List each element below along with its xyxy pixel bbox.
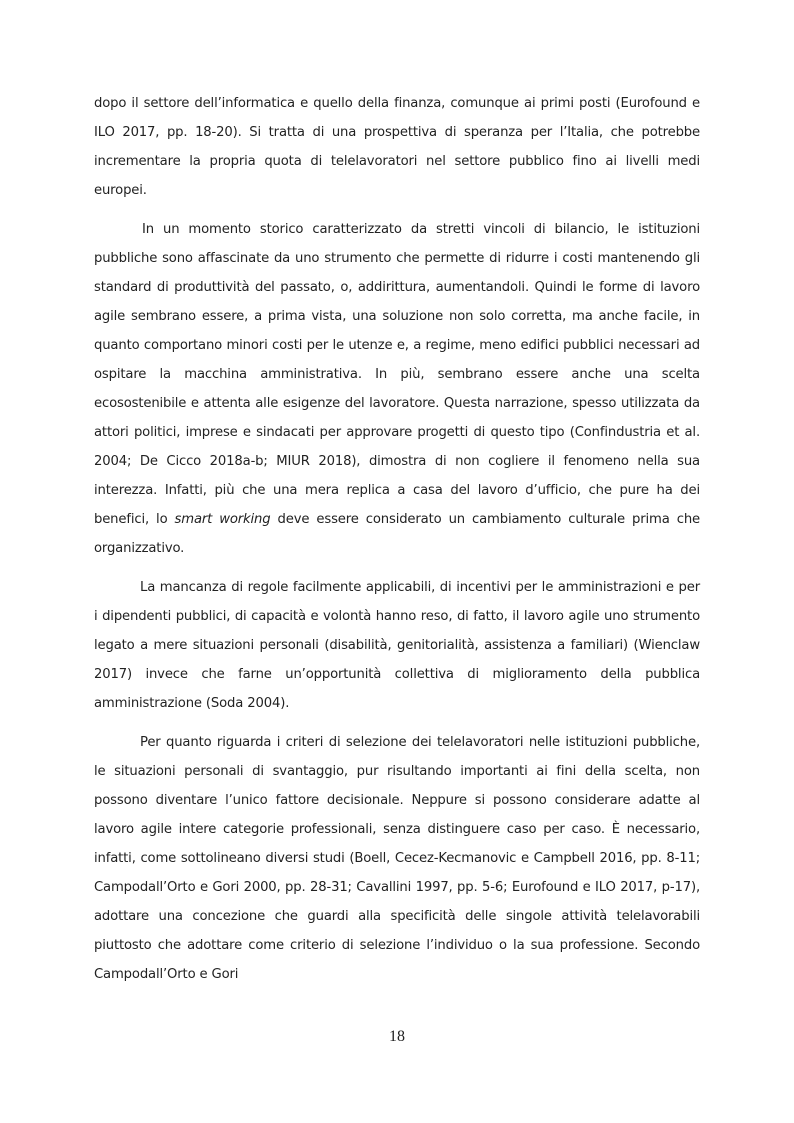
paragraph-2 (94, 215, 700, 563)
body-text (94, 89, 700, 999)
paragraph-2-text: In un momento storico caratterizzato da stretti vincoli di bilancio, le istituzioni pubbliche sono affascinate da uno strumento che permette di ridurre i costi mantenendo gli standard di produttività del passato, o, addirittura, aumentandoli. Quindi le forme di lavoro agile sembrano essere, a prima vista, una soluzione non solo corretta, ma anche facile, in quanto comportano minori costi per le utenze e, a regime, meno edifici pubblici necessari ad ospitare la macchina amministrativa. In più, sembrano essere anche una scelta ecosostenibile e attenta alle esigenze del lavoratore. Questa narrazione, spesso utilizzata da attori politici, imprese e sindacati per approvare progetti di questo tipo (Confindustria et al. 2004; De Cicco 2018a-b; MIUR 2018), dimostra di non cogliere il fenomeno nella sua interezza. Infatti, più che una mera replica a casa del lavoro d’ufficio, che pure ha dei benefici, lo (94, 222, 700, 527)
paragraph-3: La mancanza di regole facilmente applicabili, di incentivi per le amministrazioni e per i dipendenti pubblici, di capacità e volontà hanno reso, di fatto, il lavoro agile uno strumento legato a mere situazioni personali (disabilità, genitorialità, assistenza a familiari) (Wienclaw 2017) invece che farne un’opportunità collettiva di miglioramento della pubblica amministrazione (Soda 2004). (94, 580, 700, 711)
paragraph-2-emphasis: smart working (174, 512, 271, 527)
paragraph-1: dopo il settore dell’informatica e quello della finanza, comunque ai primi posti (Eurofound e ILO 2017, pp. 18-20). Si tratta di una prospettiva di speranza per l’Italia, che potrebbe incrementare la propria quota di telelavoratori nel settore pubblico fino ai livelli medi europei. (94, 96, 700, 198)
page-number: 18 (389, 1028, 405, 1045)
paragraph-4: Per quanto riguarda i criteri di selezione dei telelavoratori nelle istituzioni pubbliche, le situazioni personali di svantaggio, pur risultando importanti ai fini della scelta, non possono diventare l’unico fattore decisionale. Neppure si possono considerare adatte al lavoro agile intere categorie professionali, senza distinguere caso per caso. È necessario, infatti, come sottolineano diversi studi (Boell, Cecez-Kecmanovic e Campbell 2016, pp. 8-11; Campodall’Orto e Gori 2000, pp. 28-31; Cavallini 1997, pp. 5-6; Eurofound e ILO 2017, p-17), adottare una concezione che guardi alla specificità delle singole attività telelavorabili piuttosto che adottare come criterio di selezione l’individuo o la sua professione. Secondo Campodall’Orto e Gori (94, 735, 700, 982)
paragraph-2-text-after: deve essere considerato un cambiamento culturale prima che organizzativo. (94, 512, 700, 556)
